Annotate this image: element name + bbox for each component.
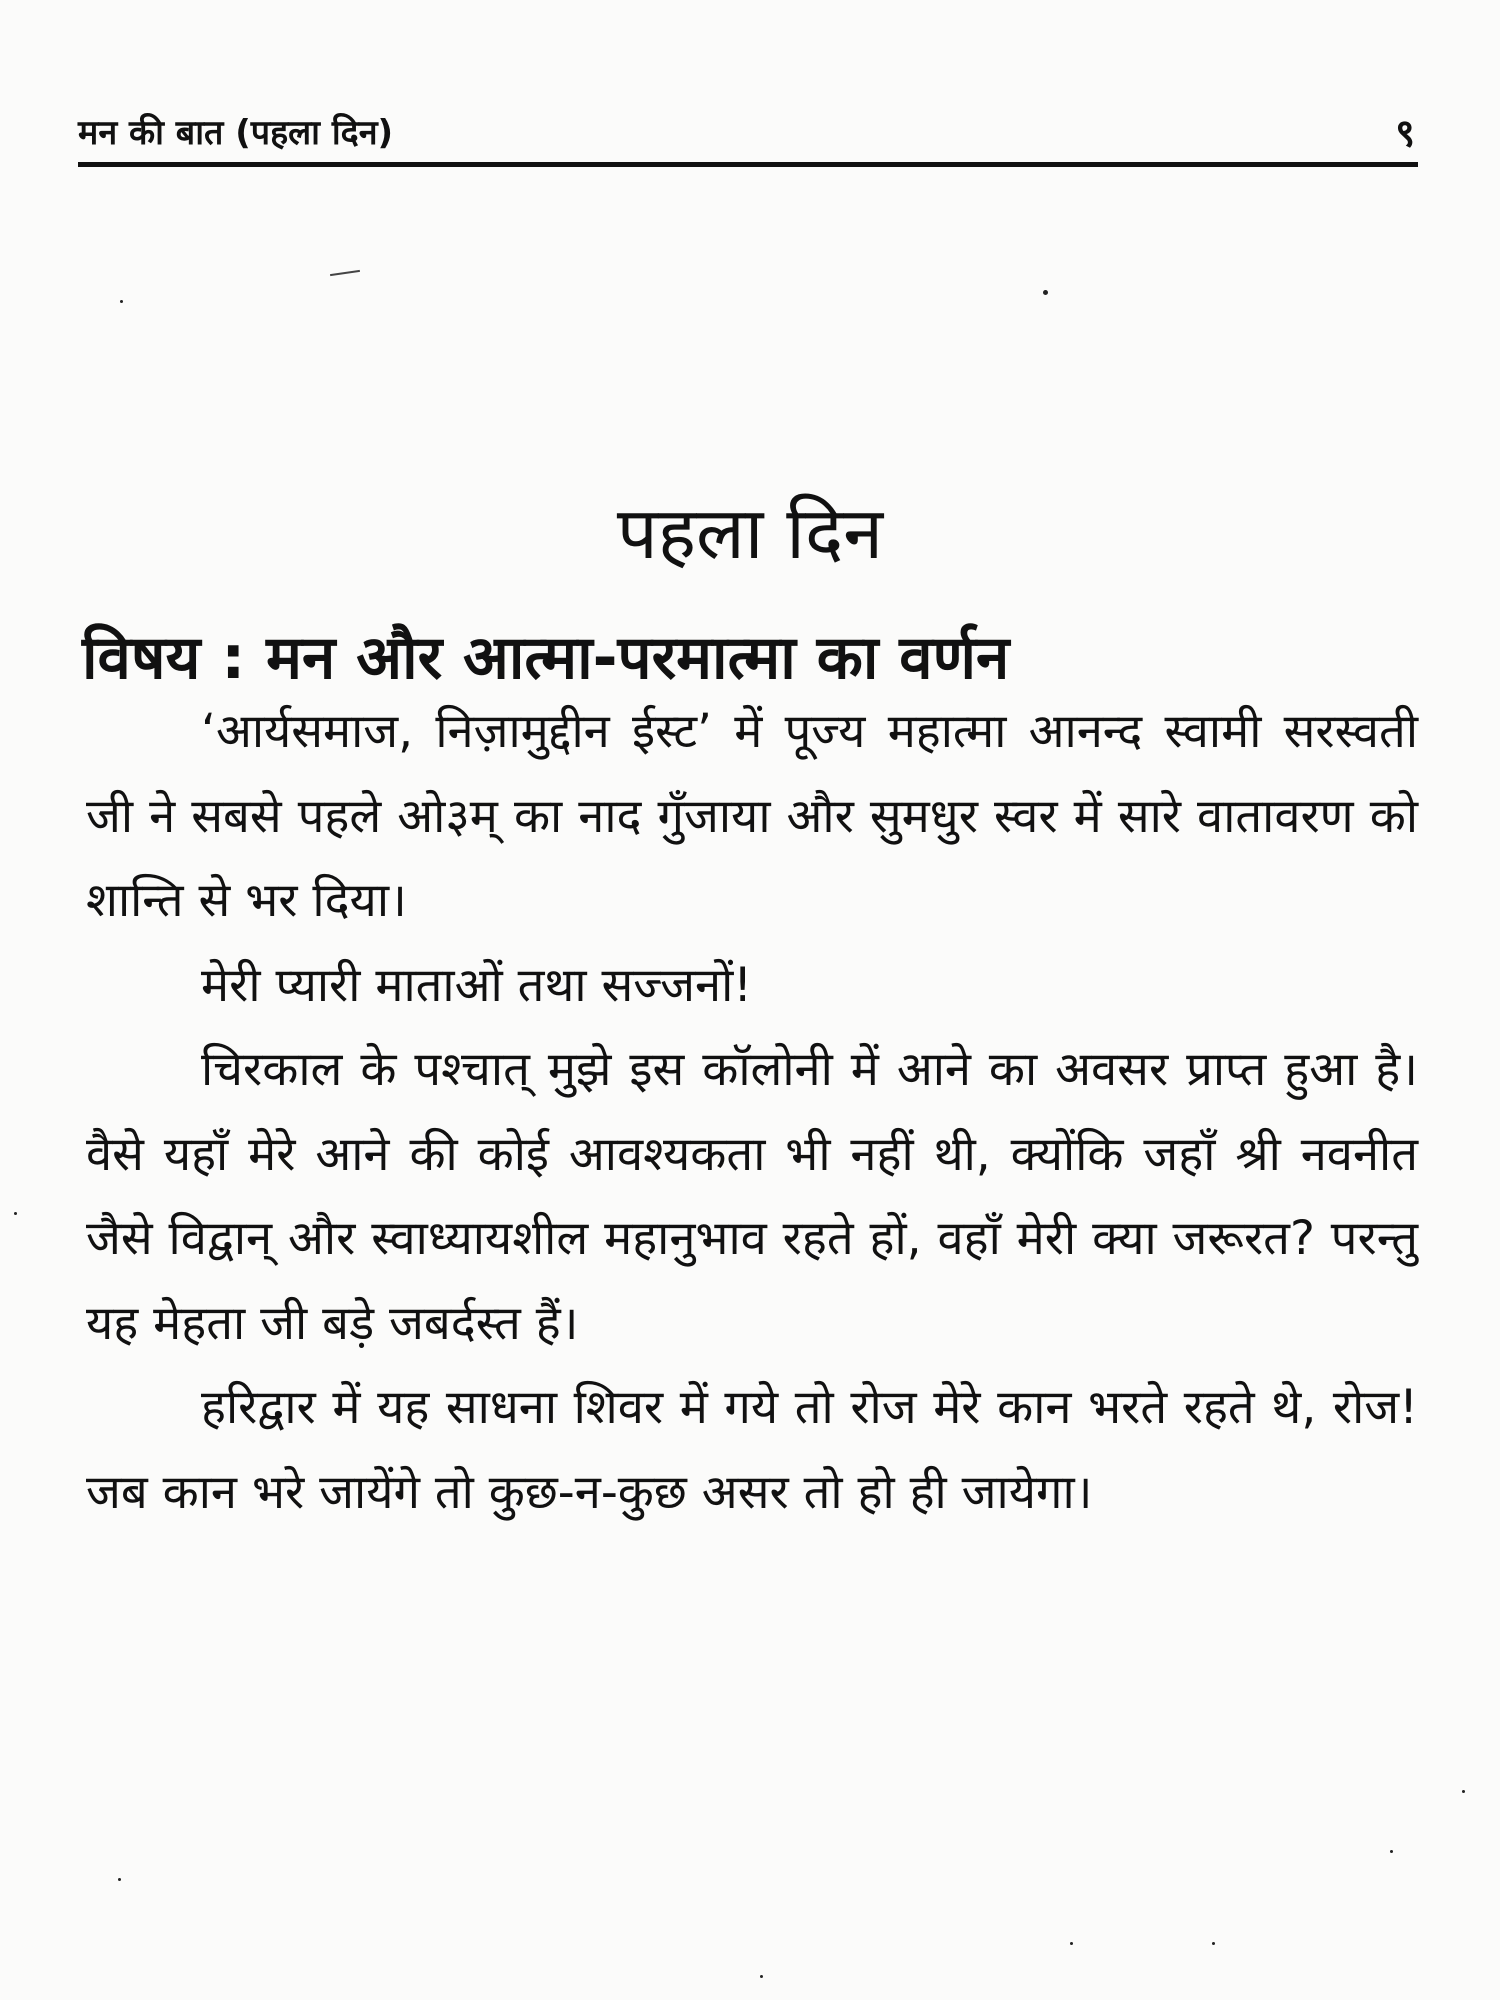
scan-speck bbox=[1043, 290, 1048, 295]
scan-speck bbox=[14, 1212, 17, 1215]
scan-speck bbox=[1390, 1850, 1393, 1853]
running-title: मन की बात (पहला दिन) bbox=[78, 113, 394, 153]
scan-speck bbox=[118, 1878, 121, 1881]
paragraph: मेरी प्यारी माताओं तथा सज्जनों! bbox=[201, 957, 753, 1013]
scan-speck bbox=[760, 1975, 763, 1978]
body-text bbox=[86, 690, 1418, 1535]
header-rule bbox=[78, 162, 1418, 167]
page-number: ९ bbox=[1395, 111, 1415, 155]
paragraph: ‘आर्यसमाज, निज़ामुद्दीन ईस्ट’ में पूज्य महात्मा आनन्द स्वामी सरस्वती जी ने सबसे पहले ओ३म् का नाद गुँजाया और सुमधुर स्वर में सारे वातावरण को शान्ति से भर दिया। bbox=[86, 704, 1418, 928]
scan-speck bbox=[1212, 1942, 1215, 1945]
paragraph: चिरकाल के पश्चात् मुझे इस कॉलोनी में आने का अवसर प्राप्त हुआ है। वैसे यहाँ मेरे आने की कोई आवश्यकता भी नहीं थी, क्योंकि जहाँ श्री नवनीत जैसे विद्वान् और स्वाध्यायशील महानुभाव रहते हों, वहाँ मेरी क्या जरूरत? परन्तु यह मेहता जी बड़े जबर्दस्त हैं। bbox=[86, 1042, 1418, 1351]
scan-speck bbox=[1070, 1942, 1073, 1945]
running-header bbox=[78, 108, 1423, 164]
scan-speck bbox=[1462, 1790, 1465, 1793]
chapter-title: पहला दिन bbox=[616, 491, 884, 576]
scan-speck bbox=[120, 300, 123, 303]
subject-heading: विषय : मन और आत्मा-परमात्मा का वर्णन bbox=[82, 622, 1010, 693]
scan-mark bbox=[330, 270, 360, 276]
paragraph: हरिद्वार में यह साधना शिवर में गये तो रोज मेरे कान भरते रहते थे, रोज! जब कान भरे जायेंगे तो कुछ-न-कुछ असर तो हो ही जायेगा। bbox=[86, 1380, 1418, 1520]
